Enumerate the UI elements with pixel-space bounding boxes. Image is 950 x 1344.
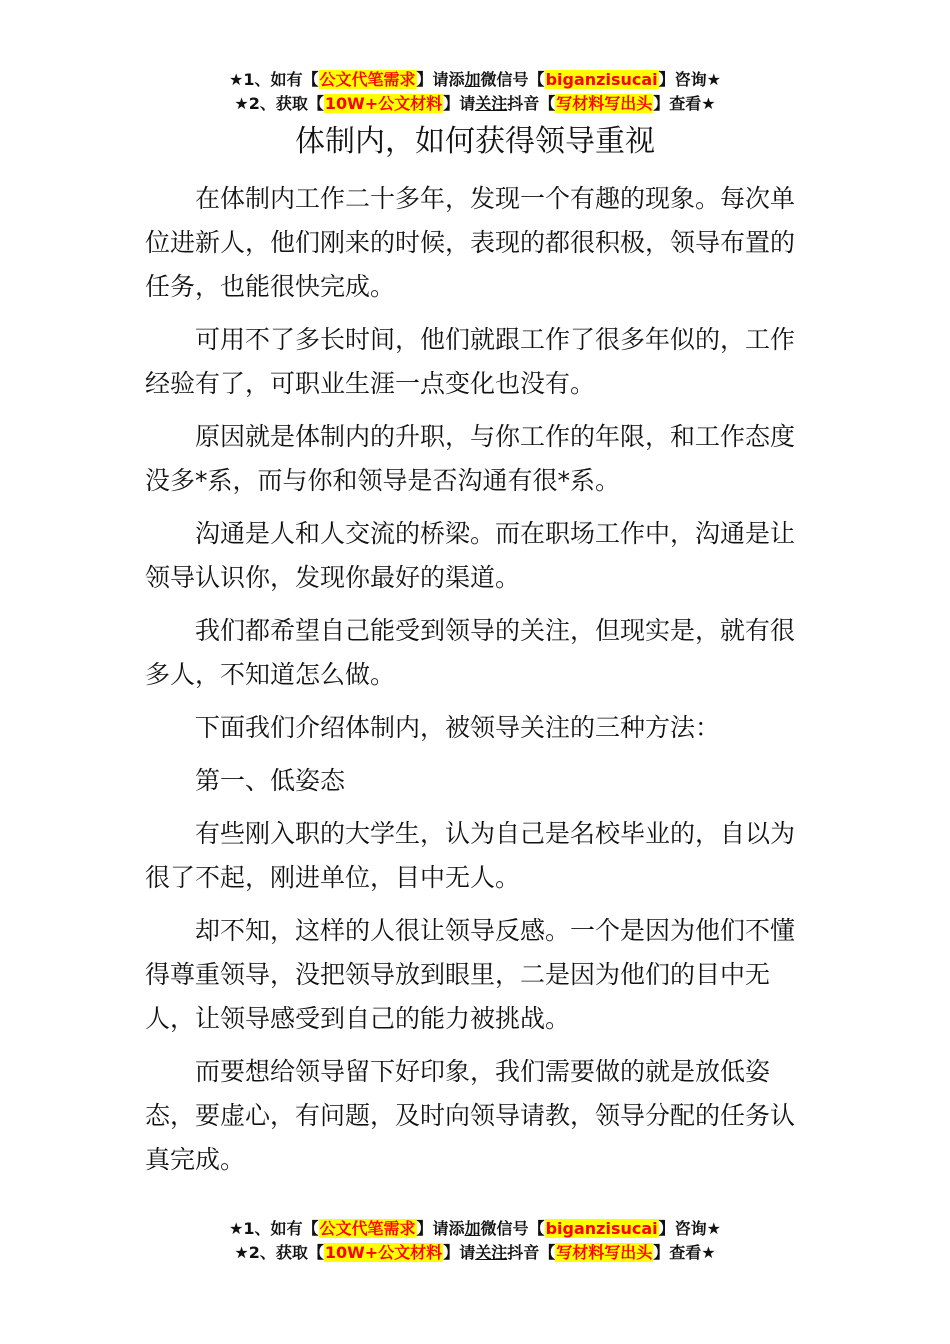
section-heading: 第一、低姿态 [195, 766, 346, 795]
document-title: 体制内，如何获得领导重视 [295, 124, 655, 159]
promo-text: 微信号【 [480, 70, 545, 89]
promo-underlined: 关注 [475, 94, 508, 113]
promo-text: 】请添 [416, 1219, 465, 1238]
promo-text: 】查看★ [653, 1243, 716, 1262]
paragraph: 而要想给领导留下好印象，我们需要做的就是放低姿态，要虚心，有问题，及时向领导请教，领导分配的任务认真完成。 [145, 1057, 796, 1174]
promo-text: 】咨询★ [658, 1219, 721, 1238]
paragraph: 可用不了多长时间，他们就跟工作了很多年似的，工作经验有了，可职业生涯一点变化也没有。 [145, 325, 796, 398]
promo-highlight: 写材料写出头 [556, 94, 653, 113]
document-body [145, 177, 810, 1191]
promo-underlined: 加 [464, 1219, 481, 1238]
promo-highlight: 写材料写出头 [556, 1243, 653, 1262]
paragraph: 在体制内工作二十多年，发现一个有趣的现象。每次单位进新人，他们刚来的时候，表现的都很积极，领导布置的任务，也能很快完成。 [145, 184, 796, 301]
promo-text: 】查看★ [653, 94, 716, 113]
paragraph: 原因就是体制内的升职，与你工作的年限，和工作态度没多*系，而与你和领导是否沟通有很*系。 [145, 422, 796, 495]
promo-line-1 [0, 1217, 950, 1241]
promo-highlight: 10W+公文材料 [324, 1243, 443, 1262]
promo-highlight: 公文代笔需求 [319, 1219, 416, 1238]
promo-text: ★1、如有【 [229, 70, 319, 89]
promo-text: 微信号【 [480, 1219, 545, 1238]
promo-text: 】请 [443, 1243, 476, 1262]
promo-text: 抖音【 [507, 94, 556, 113]
paragraph: 有些刚入职的大学生，认为自己是名校毕业的，自以为很了不起，刚进单位，目中无人。 [145, 819, 796, 892]
promo-underlined: 关注 [475, 1243, 508, 1262]
promo-text: 】咨询★ [658, 70, 721, 89]
promo-text: 抖音【 [507, 1243, 556, 1262]
promo-line-1 [0, 68, 950, 92]
paragraph: 沟通是人和人交流的桥梁。而在职场工作中，沟通是让领导认识你，发现你最好的渠道。 [145, 519, 796, 592]
top-promo-banner [0, 68, 950, 116]
paragraph: 却不知，这样的人很让领导反感。一个是因为他们不懂得尊重领导，没把领导放到眼里，二是因为他们的目中无人，让领导感受到自己的能力被挑战。 [145, 916, 796, 1033]
promo-text: ★1、如有【 [229, 1219, 319, 1238]
promo-line-2 [0, 1241, 950, 1265]
paragraph: 下面我们介绍体制内，被领导关注的三种方法： [195, 713, 721, 742]
promo-line-2 [0, 92, 950, 116]
promo-highlight: biganzisucai [545, 70, 658, 89]
promo-highlight: biganzisucai [545, 1219, 658, 1238]
promo-highlight: 公文代笔需求 [319, 70, 416, 89]
promo-text: 】请添 [416, 70, 465, 89]
bottom-promo-banner [0, 1217, 950, 1265]
promo-underlined: 加 [464, 70, 481, 89]
promo-text: ★2、获取【 [234, 1243, 324, 1262]
promo-highlight: 10W+公文材料 [324, 94, 443, 113]
paragraph: 我们都希望自己能受到领导的关注，但现实是，就有很多人，不知道怎么做。 [145, 616, 796, 689]
promo-text: 】请 [443, 94, 476, 113]
promo-text: ★2、获取【 [234, 94, 324, 113]
